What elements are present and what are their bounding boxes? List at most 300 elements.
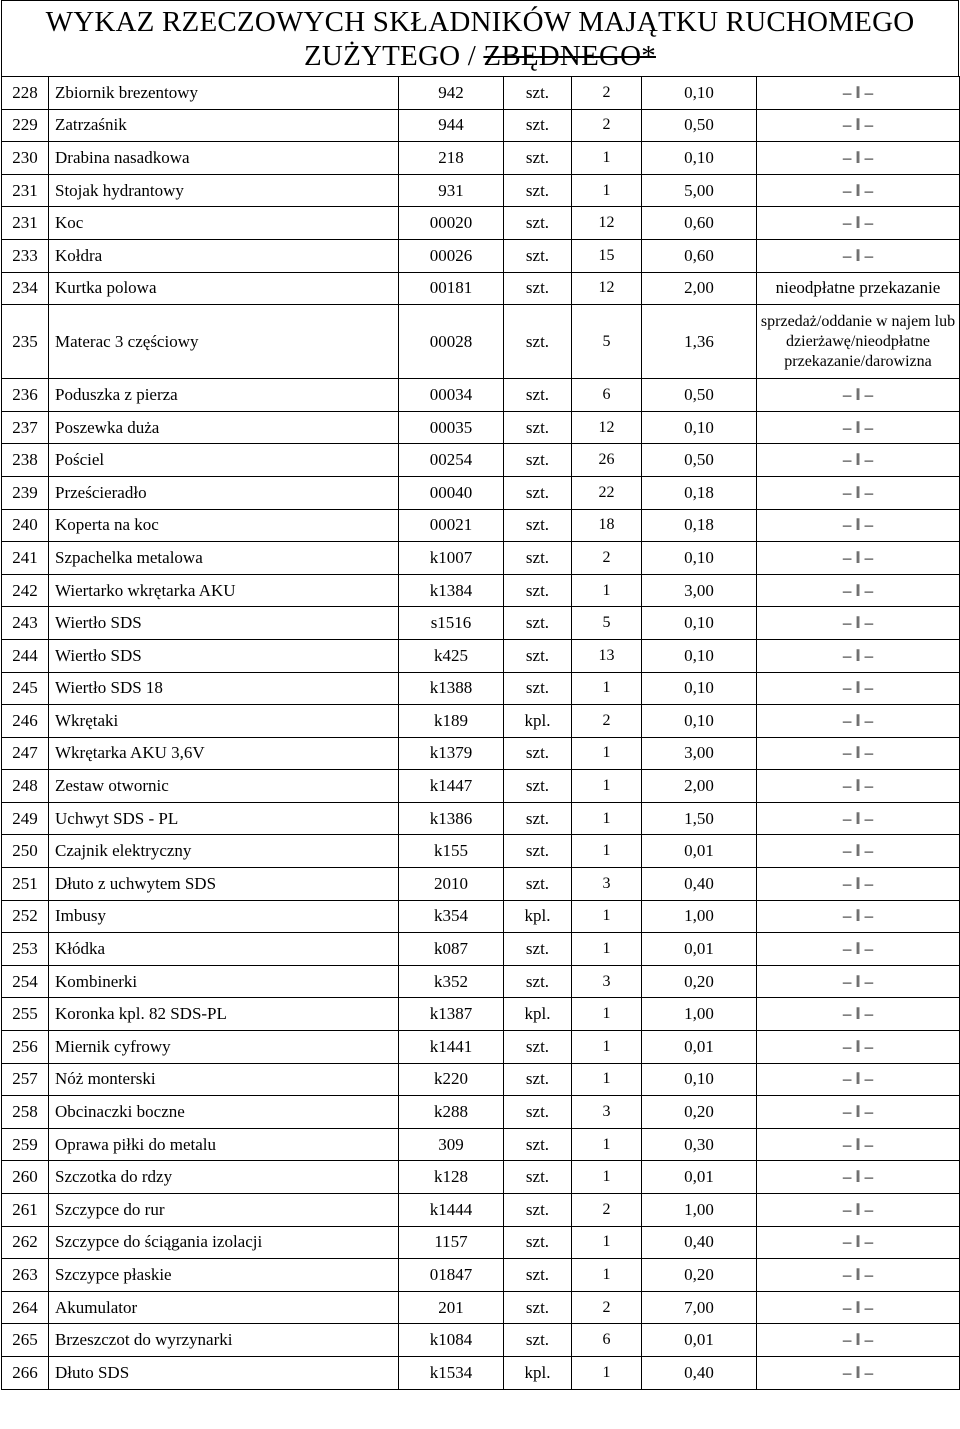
unit-cell: szt. xyxy=(504,207,572,240)
row-number-cell: 261 xyxy=(2,1194,49,1227)
unit-cell: szt. xyxy=(504,305,572,379)
value-cell: 0,01 xyxy=(642,1324,757,1357)
quantity-cell: 1 xyxy=(572,1063,642,1096)
inventory-code-cell: k1447 xyxy=(399,770,504,803)
row-number-cell: 246 xyxy=(2,705,49,738)
item-name-cell: Prześcieradło xyxy=(49,476,399,509)
disposal-form-cell: – ‖ – xyxy=(757,1031,960,1064)
inventory-code-cell: s1516 xyxy=(399,607,504,640)
disposal-form-cell: – ‖ – xyxy=(757,1226,960,1259)
value-cell: 0,10 xyxy=(642,639,757,672)
unit-cell: szt. xyxy=(504,639,572,672)
quantity-cell: 1 xyxy=(572,1161,642,1194)
value-cell: 0,50 xyxy=(642,109,757,142)
quantity-cell: 1 xyxy=(572,672,642,705)
quantity-cell: 6 xyxy=(572,379,642,412)
value-cell: 0,40 xyxy=(642,1356,757,1389)
item-name-cell: Poduszka z pierza xyxy=(49,379,399,412)
disposal-form-cell: – ‖ – xyxy=(757,411,960,444)
item-name-cell: Wkrętarka AKU 3,6V xyxy=(49,737,399,770)
item-name-cell: Szpachelka metalowa xyxy=(49,542,399,575)
table-row xyxy=(2,1096,960,1129)
disposal-form-cell: – ‖ – xyxy=(757,509,960,542)
table-row xyxy=(2,1259,960,1292)
value-cell: 0,20 xyxy=(642,965,757,998)
title-line-2 xyxy=(2,39,958,73)
disposal-form-cell: – ‖ – xyxy=(757,207,960,240)
disposal-form-cell: – ‖ – xyxy=(757,444,960,477)
disposal-form-cell: sprzedaż/oddanie w najem lub dzierżawę/nieodpłatne przekazanie/darowizna xyxy=(757,305,960,379)
inventory-code-cell: k1379 xyxy=(399,737,504,770)
item-name-cell: Wiertło SDS 18 xyxy=(49,672,399,705)
disposal-form-cell: – ‖ – xyxy=(757,998,960,1031)
unit-cell: szt. xyxy=(504,868,572,901)
disposal-form-cell: – ‖ – xyxy=(757,965,960,998)
item-name-cell: Oprawa piłki do metalu xyxy=(49,1128,399,1161)
unit-cell: szt. xyxy=(504,542,572,575)
item-name-cell: Miernik cyfrowy xyxy=(49,1031,399,1064)
table-row xyxy=(2,509,960,542)
value-cell: 0,10 xyxy=(642,77,757,110)
inventory-code-cell: k352 xyxy=(399,965,504,998)
row-number-cell: 235 xyxy=(2,305,49,379)
unit-cell: kpl. xyxy=(504,900,572,933)
title-line-1: WYKAZ RZECZOWYCH SKŁADNIKÓW MAJĄTKU RUCHOMEGO xyxy=(45,6,915,38)
table-row xyxy=(2,1031,960,1064)
disposal-form-cell: – ‖ – xyxy=(757,607,960,640)
quantity-cell: 2 xyxy=(572,77,642,110)
unit-cell: szt. xyxy=(504,965,572,998)
item-name-cell: Pościel xyxy=(49,444,399,477)
disposal-form-cell: – ‖ – xyxy=(757,868,960,901)
table-row xyxy=(2,705,960,738)
inventory-code-cell: 00026 xyxy=(399,239,504,272)
quantity-cell: 2 xyxy=(572,1291,642,1324)
inventory-table xyxy=(1,76,960,1390)
value-cell: 7,00 xyxy=(642,1291,757,1324)
unit-cell: szt. xyxy=(504,379,572,412)
item-name-cell: Uchwyt SDS - PL xyxy=(49,802,399,835)
disposal-form-cell: – ‖ – xyxy=(757,933,960,966)
inventory-code-cell: k1534 xyxy=(399,1356,504,1389)
value-cell: 0,10 xyxy=(642,1063,757,1096)
item-name-cell: Koronka kpl. 82 SDS-PL xyxy=(49,998,399,1031)
disposal-form-cell: – ‖ – xyxy=(757,1063,960,1096)
table-row xyxy=(2,900,960,933)
quantity-cell: 3 xyxy=(572,868,642,901)
value-cell: 0,40 xyxy=(642,1226,757,1259)
value-cell: 0,01 xyxy=(642,835,757,868)
row-number-cell: 255 xyxy=(2,998,49,1031)
table-row xyxy=(2,77,960,110)
item-name-cell: Materac 3 częściowy xyxy=(49,305,399,379)
quantity-cell: 22 xyxy=(572,476,642,509)
inventory-code-cell: 00028 xyxy=(399,305,504,379)
item-name-cell: Kłódka xyxy=(49,933,399,966)
unit-cell: szt. xyxy=(504,444,572,477)
unit-cell: szt. xyxy=(504,672,572,705)
row-number-cell: 249 xyxy=(2,802,49,835)
value-cell: 1,00 xyxy=(642,1194,757,1227)
table-row xyxy=(2,933,960,966)
quantity-cell: 13 xyxy=(572,639,642,672)
disposal-form-cell: – ‖ – xyxy=(757,476,960,509)
item-name-cell: Zestaw otwornic xyxy=(49,770,399,803)
quantity-cell: 1 xyxy=(572,737,642,770)
value-cell: 1,50 xyxy=(642,802,757,835)
disposal-form-cell: – ‖ – xyxy=(757,705,960,738)
row-number-cell: 230 xyxy=(2,142,49,175)
quantity-cell: 12 xyxy=(572,207,642,240)
row-number-cell: 245 xyxy=(2,672,49,705)
row-number-cell: 242 xyxy=(2,574,49,607)
inventory-code-cell: 309 xyxy=(399,1128,504,1161)
row-number-cell: 247 xyxy=(2,737,49,770)
table-row xyxy=(2,109,960,142)
table-row xyxy=(2,1291,960,1324)
inventory-code-cell: k1386 xyxy=(399,802,504,835)
row-number-cell: 252 xyxy=(2,900,49,933)
unit-cell: szt. xyxy=(504,1063,572,1096)
value-cell: 0,20 xyxy=(642,1259,757,1292)
row-number-cell: 253 xyxy=(2,933,49,966)
table-row xyxy=(2,476,960,509)
unit-cell: szt. xyxy=(504,1194,572,1227)
disposal-form-cell: – ‖ – xyxy=(757,574,960,607)
disposal-form-cell: – ‖ – xyxy=(757,737,960,770)
unit-cell: szt. xyxy=(504,1324,572,1357)
unit-cell: szt. xyxy=(504,77,572,110)
unit-cell: szt. xyxy=(504,607,572,640)
unit-cell: kpl. xyxy=(504,705,572,738)
item-name-cell: Koc xyxy=(49,207,399,240)
table-row xyxy=(2,207,960,240)
item-name-cell: Akumulator xyxy=(49,1291,399,1324)
value-cell: 0,01 xyxy=(642,1161,757,1194)
document-title xyxy=(1,0,959,76)
disposal-form-cell: – ‖ – xyxy=(757,1356,960,1389)
item-name-cell: Brzeszczot do wyrzynarki xyxy=(49,1324,399,1357)
table-row xyxy=(2,542,960,575)
value-cell: 0,10 xyxy=(642,142,757,175)
value-cell: 3,00 xyxy=(642,737,757,770)
unit-cell: szt. xyxy=(504,1161,572,1194)
value-cell: 5,00 xyxy=(642,174,757,207)
unit-cell: szt. xyxy=(504,737,572,770)
unit-cell: kpl. xyxy=(504,998,572,1031)
inventory-code-cell: k1084 xyxy=(399,1324,504,1357)
disposal-form-cell: – ‖ – xyxy=(757,142,960,175)
disposal-form-cell: – ‖ – xyxy=(757,900,960,933)
item-name-cell: Wiertło SDS xyxy=(49,639,399,672)
quantity-cell: 18 xyxy=(572,509,642,542)
row-number-cell: 254 xyxy=(2,965,49,998)
value-cell: 0,18 xyxy=(642,509,757,542)
table-row xyxy=(2,444,960,477)
item-name-cell: Drabina nasadkowa xyxy=(49,142,399,175)
row-number-cell: 265 xyxy=(2,1324,49,1357)
disposal-form-cell: – ‖ – xyxy=(757,835,960,868)
value-cell: 0,40 xyxy=(642,868,757,901)
quantity-cell: 2 xyxy=(572,109,642,142)
item-name-cell: Dłuto SDS xyxy=(49,1356,399,1389)
table-row xyxy=(2,770,960,803)
disposal-form-cell: – ‖ – xyxy=(757,1259,960,1292)
disposal-form-cell: – ‖ – xyxy=(757,1291,960,1324)
row-number-cell: 264 xyxy=(2,1291,49,1324)
item-name-cell: Nóż monterski xyxy=(49,1063,399,1096)
title-line-2-strikethrough: ZBĘDNEGO* xyxy=(483,40,656,72)
unit-cell: szt. xyxy=(504,574,572,607)
row-number-cell: 239 xyxy=(2,476,49,509)
inventory-code-cell: 931 xyxy=(399,174,504,207)
unit-cell: szt. xyxy=(504,411,572,444)
item-name-cell: Wkrętaki xyxy=(49,705,399,738)
item-name-cell: Dłuto z uchwytem SDS xyxy=(49,868,399,901)
item-name-cell: Zbiornik brezentowy xyxy=(49,77,399,110)
inventory-code-cell: k128 xyxy=(399,1161,504,1194)
item-name-cell: Szczypce do ściągania izolacji xyxy=(49,1226,399,1259)
value-cell: 0,10 xyxy=(642,607,757,640)
disposal-form-cell: – ‖ – xyxy=(757,639,960,672)
inventory-code-cell: k189 xyxy=(399,705,504,738)
item-name-cell: Szczypce do rur xyxy=(49,1194,399,1227)
item-name-cell: Wiertło SDS xyxy=(49,607,399,640)
quantity-cell: 1 xyxy=(572,1259,642,1292)
quantity-cell: 5 xyxy=(572,305,642,379)
table-row xyxy=(2,639,960,672)
quantity-cell: 1 xyxy=(572,1128,642,1161)
item-name-cell: Koperta na koc xyxy=(49,509,399,542)
inventory-code-cell: k1007 xyxy=(399,542,504,575)
value-cell: 0,50 xyxy=(642,444,757,477)
inventory-code-cell: 942 xyxy=(399,77,504,110)
inventory-code-cell: 00040 xyxy=(399,476,504,509)
quantity-cell: 15 xyxy=(572,239,642,272)
inventory-code-cell: k1441 xyxy=(399,1031,504,1064)
quantity-cell: 1 xyxy=(572,900,642,933)
row-number-cell: 236 xyxy=(2,379,49,412)
item-name-cell: Obcinaczki boczne xyxy=(49,1096,399,1129)
quantity-cell: 1 xyxy=(572,1031,642,1064)
quantity-cell: 6 xyxy=(572,1324,642,1357)
quantity-cell: 1 xyxy=(572,142,642,175)
table-row xyxy=(2,1226,960,1259)
unit-cell: szt. xyxy=(504,933,572,966)
disposal-form-cell: – ‖ – xyxy=(757,109,960,142)
item-name-cell: Kołdra xyxy=(49,239,399,272)
table-row xyxy=(2,272,960,305)
value-cell: 2,00 xyxy=(642,272,757,305)
disposal-form-cell: – ‖ – xyxy=(757,1128,960,1161)
unit-cell: szt. xyxy=(504,509,572,542)
table-row xyxy=(2,411,960,444)
inventory-code-cell: k1387 xyxy=(399,998,504,1031)
inventory-code-cell: k425 xyxy=(399,639,504,672)
row-number-cell: 258 xyxy=(2,1096,49,1129)
inventory-code-cell: 218 xyxy=(399,142,504,175)
quantity-cell: 1 xyxy=(572,770,642,803)
inventory-code-cell: 00021 xyxy=(399,509,504,542)
item-name-cell: Szczotka do rdzy xyxy=(49,1161,399,1194)
quantity-cell: 1 xyxy=(572,1226,642,1259)
value-cell: 0,60 xyxy=(642,207,757,240)
quantity-cell: 1 xyxy=(572,802,642,835)
row-number-cell: 266 xyxy=(2,1356,49,1389)
inventory-code-cell: k155 xyxy=(399,835,504,868)
disposal-form-cell: – ‖ – xyxy=(757,379,960,412)
table-row xyxy=(2,574,960,607)
title-line-2-a: ZUŻYTEGO / xyxy=(304,40,484,72)
value-cell: 1,36 xyxy=(642,305,757,379)
item-name-cell: Poszewka duża xyxy=(49,411,399,444)
value-cell: 0,18 xyxy=(642,476,757,509)
value-cell: 3,00 xyxy=(642,574,757,607)
disposal-form-cell: – ‖ – xyxy=(757,770,960,803)
row-number-cell: 251 xyxy=(2,868,49,901)
disposal-form-cell: – ‖ – xyxy=(757,672,960,705)
value-cell: 0,01 xyxy=(642,1031,757,1064)
item-name-cell: Wiertarko wkrętarka AKU xyxy=(49,574,399,607)
value-cell: 0,10 xyxy=(642,705,757,738)
inventory-code-cell: 00254 xyxy=(399,444,504,477)
inventory-code-cell: k1388 xyxy=(399,672,504,705)
table-row xyxy=(2,868,960,901)
item-name-cell: Szczypce płaskie xyxy=(49,1259,399,1292)
quantity-cell: 1 xyxy=(572,933,642,966)
inventory-code-cell: k1444 xyxy=(399,1194,504,1227)
table-row xyxy=(2,1063,960,1096)
inventory-code-cell: k087 xyxy=(399,933,504,966)
unit-cell: szt. xyxy=(504,174,572,207)
unit-cell: szt. xyxy=(504,239,572,272)
row-number-cell: 231 xyxy=(2,207,49,240)
quantity-cell: 5 xyxy=(572,607,642,640)
table-row xyxy=(2,174,960,207)
value-cell: 1,00 xyxy=(642,900,757,933)
row-number-cell: 260 xyxy=(2,1161,49,1194)
row-number-cell: 237 xyxy=(2,411,49,444)
value-cell: 0,30 xyxy=(642,1128,757,1161)
inventory-code-cell: k288 xyxy=(399,1096,504,1129)
row-number-cell: 243 xyxy=(2,607,49,640)
row-number-cell: 229 xyxy=(2,109,49,142)
quantity-cell: 2 xyxy=(572,705,642,738)
table-row xyxy=(2,802,960,835)
inventory-code-cell: 00035 xyxy=(399,411,504,444)
item-name-cell: Kurtka polowa xyxy=(49,272,399,305)
inventory-code-cell: 2010 xyxy=(399,868,504,901)
item-name-cell: Zatrzaśnik xyxy=(49,109,399,142)
row-number-cell: 262 xyxy=(2,1226,49,1259)
table-row xyxy=(2,379,960,412)
value-cell: 0,01 xyxy=(642,933,757,966)
quantity-cell: 2 xyxy=(572,542,642,575)
table-row xyxy=(2,835,960,868)
disposal-form-cell: – ‖ – xyxy=(757,1096,960,1129)
inventory-code-cell: 01847 xyxy=(399,1259,504,1292)
table-row xyxy=(2,1128,960,1161)
quantity-cell: 12 xyxy=(572,411,642,444)
value-cell: 0,10 xyxy=(642,411,757,444)
row-number-cell: 231 xyxy=(2,174,49,207)
disposal-form-cell: – ‖ – xyxy=(757,174,960,207)
quantity-cell: 2 xyxy=(572,1194,642,1227)
row-number-cell: 256 xyxy=(2,1031,49,1064)
quantity-cell: 1 xyxy=(572,174,642,207)
table-row xyxy=(2,1356,960,1389)
quantity-cell: 1 xyxy=(572,1356,642,1389)
inventory-code-cell: 00181 xyxy=(399,272,504,305)
unit-cell: szt. xyxy=(504,272,572,305)
unit-cell: szt. xyxy=(504,802,572,835)
table-row xyxy=(2,965,960,998)
table-row xyxy=(2,239,960,272)
unit-cell: szt. xyxy=(504,1291,572,1324)
item-name-cell: Imbusy xyxy=(49,900,399,933)
unit-cell: szt. xyxy=(504,1031,572,1064)
unit-cell: szt. xyxy=(504,142,572,175)
inventory-code-cell: k220 xyxy=(399,1063,504,1096)
disposal-form-cell: – ‖ – xyxy=(757,77,960,110)
disposal-form-cell: nieodpłatne przekazanie xyxy=(757,272,960,305)
item-name-cell: Czajnik elektryczny xyxy=(49,835,399,868)
inventory-code-cell: 944 xyxy=(399,109,504,142)
inventory-code-cell: k1384 xyxy=(399,574,504,607)
value-cell: 0,50 xyxy=(642,379,757,412)
value-cell: 0,20 xyxy=(642,1096,757,1129)
disposal-form-cell: – ‖ – xyxy=(757,239,960,272)
quantity-cell: 1 xyxy=(572,998,642,1031)
inventory-code-cell: 1157 xyxy=(399,1226,504,1259)
quantity-cell: 1 xyxy=(572,574,642,607)
table-row xyxy=(2,142,960,175)
inventory-code-cell: 201 xyxy=(399,1291,504,1324)
table-row xyxy=(2,1324,960,1357)
row-number-cell: 233 xyxy=(2,239,49,272)
row-number-cell: 248 xyxy=(2,770,49,803)
item-name-cell: Kombinerki xyxy=(49,965,399,998)
inventory-code-cell: k354 xyxy=(399,900,504,933)
row-number-cell: 241 xyxy=(2,542,49,575)
table-row xyxy=(2,737,960,770)
table-row xyxy=(2,1161,960,1194)
unit-cell: szt. xyxy=(504,1226,572,1259)
table-row xyxy=(2,998,960,1031)
disposal-form-cell: – ‖ – xyxy=(757,1194,960,1227)
table-row xyxy=(2,1194,960,1227)
disposal-form-cell: – ‖ – xyxy=(757,1161,960,1194)
row-number-cell: 250 xyxy=(2,835,49,868)
table-row xyxy=(2,672,960,705)
row-number-cell: 238 xyxy=(2,444,49,477)
unit-cell: szt. xyxy=(504,1128,572,1161)
row-number-cell: 228 xyxy=(2,77,49,110)
row-number-cell: 240 xyxy=(2,509,49,542)
row-number-cell: 257 xyxy=(2,1063,49,1096)
inventory-code-cell: 00034 xyxy=(399,379,504,412)
row-number-cell: 244 xyxy=(2,639,49,672)
unit-cell: szt. xyxy=(504,1259,572,1292)
disposal-form-cell: – ‖ – xyxy=(757,1324,960,1357)
value-cell: 0,10 xyxy=(642,672,757,705)
table-row xyxy=(2,607,960,640)
value-cell: 0,60 xyxy=(642,239,757,272)
item-name-cell: Stojak hydrantowy xyxy=(49,174,399,207)
quantity-cell: 3 xyxy=(572,965,642,998)
disposal-form-cell: – ‖ – xyxy=(757,802,960,835)
row-number-cell: 234 xyxy=(2,272,49,305)
